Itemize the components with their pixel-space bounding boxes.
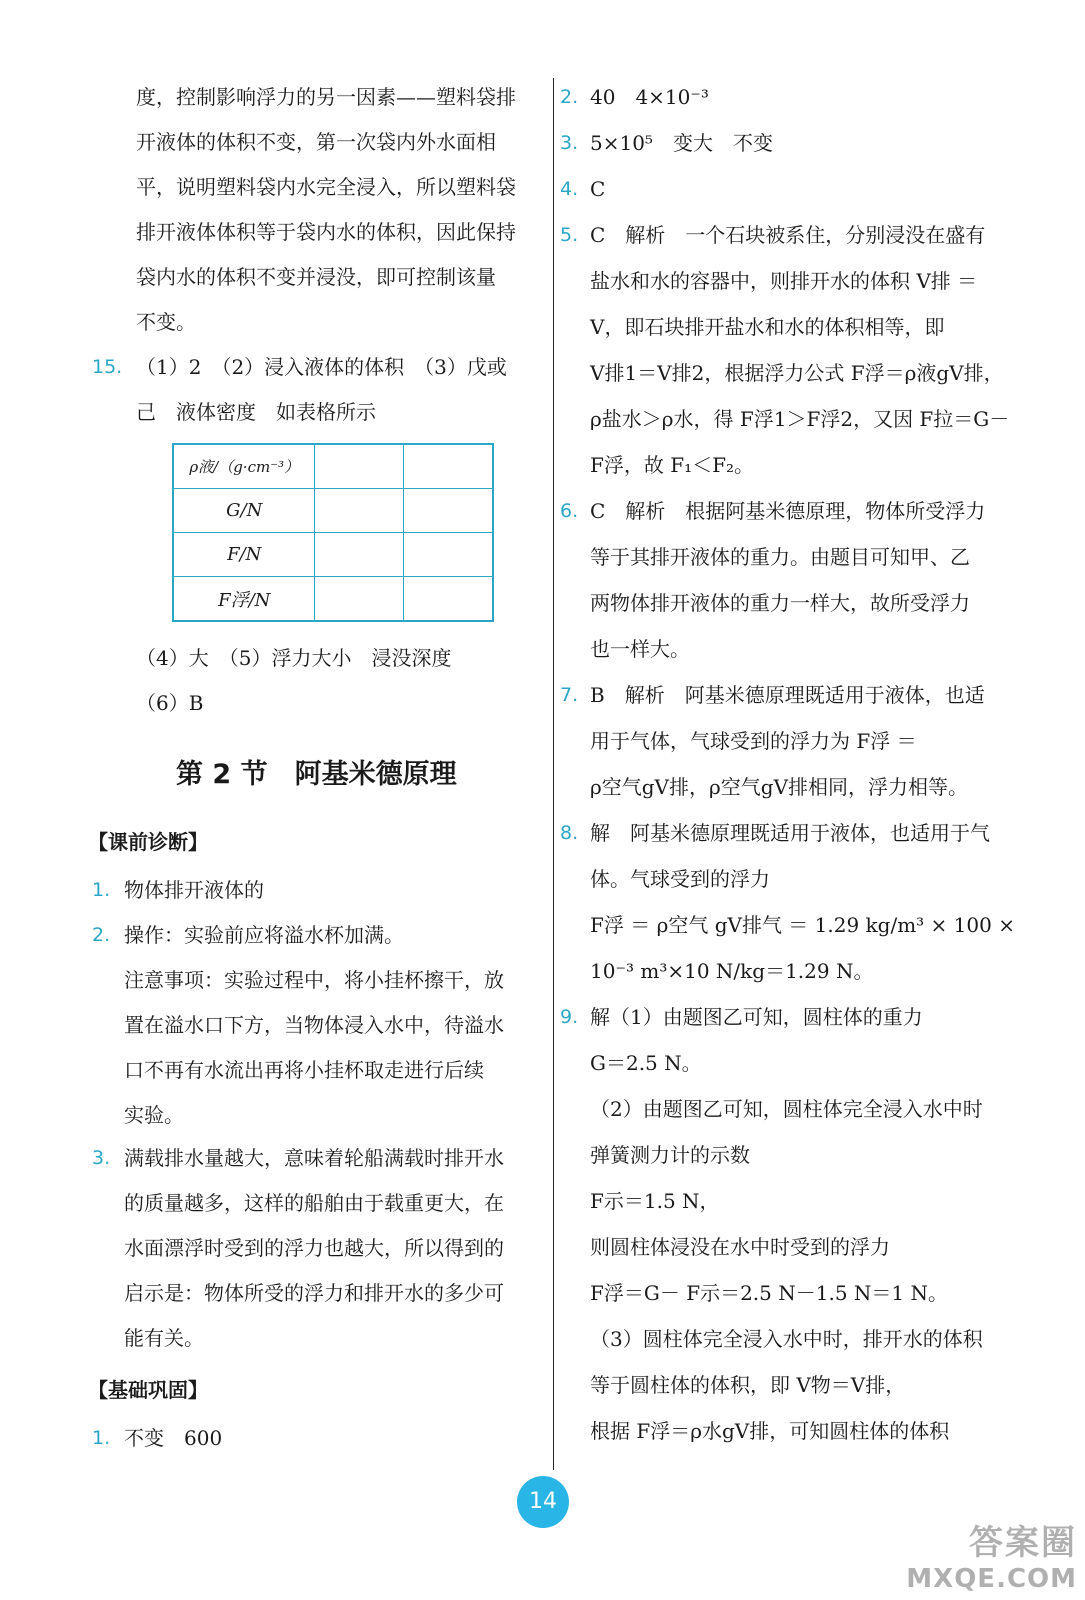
question-number: 15. xyxy=(92,356,123,378)
text-line: 启示是：物体所受的浮力和排开水的多少可 xyxy=(124,1281,504,1305)
text-line: B 解析 阿基米德原理既适用于液体，也适 xyxy=(590,683,985,707)
text-line: 两物体排开液体的重力一样大，故所受浮力 xyxy=(590,591,970,615)
text-line: 等于其排开液体的重力。由题目可知甲、乙 xyxy=(590,545,970,569)
table-header-cell: ρ液/（g·cm⁻³） xyxy=(173,444,315,489)
text-line: 物体排开液体的 xyxy=(124,878,264,902)
table-cell xyxy=(404,489,493,533)
text-line: 等于圆柱体的体积，即 V物＝V排， xyxy=(590,1373,906,1397)
text-line: F浮＝G－ F示＝2.5 N－1.5 N＝1 N。 xyxy=(590,1281,948,1305)
text-line: C xyxy=(590,177,606,201)
text-line: 袋内水的体积不变并浸没，即可控制该量 xyxy=(136,265,496,289)
question-number: 8. xyxy=(560,822,579,844)
text-line: 5×10⁵ 变大 不变 xyxy=(590,131,773,155)
text-line: F浮 ＝ ρ空气 gV排气 ＝ 1.29 kg/m³ × 100 × xyxy=(590,913,1015,937)
text-line: 根据 F浮＝ρ水gV排，可知圆柱体的体积 xyxy=(590,1419,950,1443)
text-line: 水面漂浮时受到的浮力也越大，所以得到的 xyxy=(124,1236,504,1260)
question-number: 1. xyxy=(92,879,111,901)
table-cell xyxy=(315,444,404,489)
text-line: 口不再有水流出再将小挂杯取走进行后续 xyxy=(124,1058,484,1082)
text-line: 解（1）由题图乙可知，圆柱体的重力 xyxy=(590,1005,923,1029)
text-line: V排1＝V排2，根据浮力公式 F浮＝ρ液gV排， xyxy=(590,361,1004,385)
section-heading: 【课前诊断】 xyxy=(88,830,208,854)
table-row xyxy=(173,533,493,577)
question-number: 4. xyxy=(560,178,579,200)
text-line: ρ空气gV排，ρ空气gV排相同，浮力相等。 xyxy=(590,775,969,799)
table-row xyxy=(173,444,493,489)
table-cell xyxy=(404,533,493,577)
text-line: 排开液体体积等于袋内水的体积，因此保持 xyxy=(136,220,516,244)
table-row xyxy=(173,577,493,622)
watermark-url: MXQE.COM xyxy=(906,1564,1077,1594)
table-cell xyxy=(404,444,493,489)
text-line: 置在溢水口下方，当物体浸入水中，待溢水 xyxy=(124,1013,504,1037)
question-number: 7. xyxy=(560,684,579,706)
answer-table xyxy=(172,443,494,622)
text-line: G＝2.5 N。 xyxy=(590,1051,702,1075)
text-line: C 解析 一个石块被系住，分别浸没在盛有 xyxy=(590,223,986,247)
text-line: 度，控制影响浮力的另一因素——塑料袋排 xyxy=(136,85,516,109)
table-header-cell: G/N xyxy=(173,489,315,533)
text-line: （2）由题图乙可知，圆柱体完全浸入水中时 xyxy=(590,1097,983,1121)
text-line: （4）大 （5）浮力大小 浸没深度 xyxy=(136,646,452,670)
text-line: （3）圆柱体完全浸入水中时，排开水的体积 xyxy=(590,1327,983,1351)
text-line: （6）B xyxy=(136,691,204,715)
watermark xyxy=(906,1515,1077,1594)
question-number: 3. xyxy=(92,1147,111,1169)
text-line: ρ盐水＞ρ水，得 F浮1＞F浮2，又因 F拉＝G－ xyxy=(590,407,1010,431)
text-line: 能有关。 xyxy=(124,1326,204,1350)
text-line: 不变。 xyxy=(136,310,196,334)
question-number: 3. xyxy=(560,132,579,154)
text-line: C 解析 根据阿基米德原理，物体所受浮力 xyxy=(590,499,986,523)
text-line: F浮，故 F₁＜F₂。 xyxy=(590,453,755,477)
text-line: 10⁻³ m³×10 N/kg＝1.29 N。 xyxy=(590,959,874,983)
table-header-cell: F/N xyxy=(173,533,315,577)
text-line: 40 4×10⁻³ xyxy=(590,85,709,109)
table-cell xyxy=(404,577,493,622)
text-line: 解 阿基米德原理既适用于液体，也适用于气 xyxy=(590,821,990,845)
section-heading: 【基础巩固】 xyxy=(88,1378,208,1402)
table-cell xyxy=(315,533,404,577)
text-line: 弹簧测力计的示数 xyxy=(590,1143,750,1167)
text-line: 则圆柱体浸没在水中时受到的浮力 xyxy=(590,1235,890,1259)
text-line: 实验。 xyxy=(124,1103,184,1127)
text-line: 平，说明塑料袋内水完全浸入，所以塑料袋 xyxy=(136,175,516,199)
question-number: 5. xyxy=(560,224,579,246)
page-number: 14 xyxy=(517,1476,569,1528)
table-cell xyxy=(315,577,404,622)
section-title: 第 2 节 阿基米德原理 xyxy=(176,759,457,790)
text-line: （1）2 （2）浸入液体的体积 （3）戊或 xyxy=(136,355,507,379)
question-number: 2. xyxy=(560,86,579,108)
text-line: 不变 600 xyxy=(124,1426,223,1450)
table-row xyxy=(173,489,493,533)
column-divider xyxy=(553,78,554,1470)
text-line: 用于气体，气球受到的浮力为 F浮 ＝ xyxy=(590,729,917,753)
text-line: 也一样大。 xyxy=(590,637,690,661)
text-line: 盐水和水的容器中，则排开水的体积 V排 ＝ xyxy=(590,269,978,293)
text-line: 的质量越多，这样的船舶由于载重更大，在 xyxy=(124,1191,504,1215)
text-line: 注意事项：实验过程中，将小挂杯擦干，放 xyxy=(124,968,504,992)
question-number: 6. xyxy=(560,500,579,522)
question-number: 1. xyxy=(92,1427,111,1449)
watermark-title: 答案圈 xyxy=(969,1523,1077,1563)
text-line: 己 液体密度 如表格所示 xyxy=(136,400,376,424)
text-line: 操作：实验前应将溢水杯加满。 xyxy=(124,923,404,947)
text-line: 满载排水量越大，意味着轮船满载时排开水 xyxy=(124,1146,504,1170)
table-header-cell: F浮/N xyxy=(173,577,315,622)
text-line: F示＝1.5 N， xyxy=(590,1189,720,1213)
text-line: V，即石块排开盐水和水的体积相等，即 xyxy=(590,315,945,339)
text-line: 开液体的体积不变，第一次袋内外水面相 xyxy=(136,130,496,154)
text-line: 体。气球受到的浮力 xyxy=(590,867,770,891)
question-number: 9. xyxy=(560,1006,579,1028)
table-cell xyxy=(315,489,404,533)
question-number: 2. xyxy=(92,924,111,946)
